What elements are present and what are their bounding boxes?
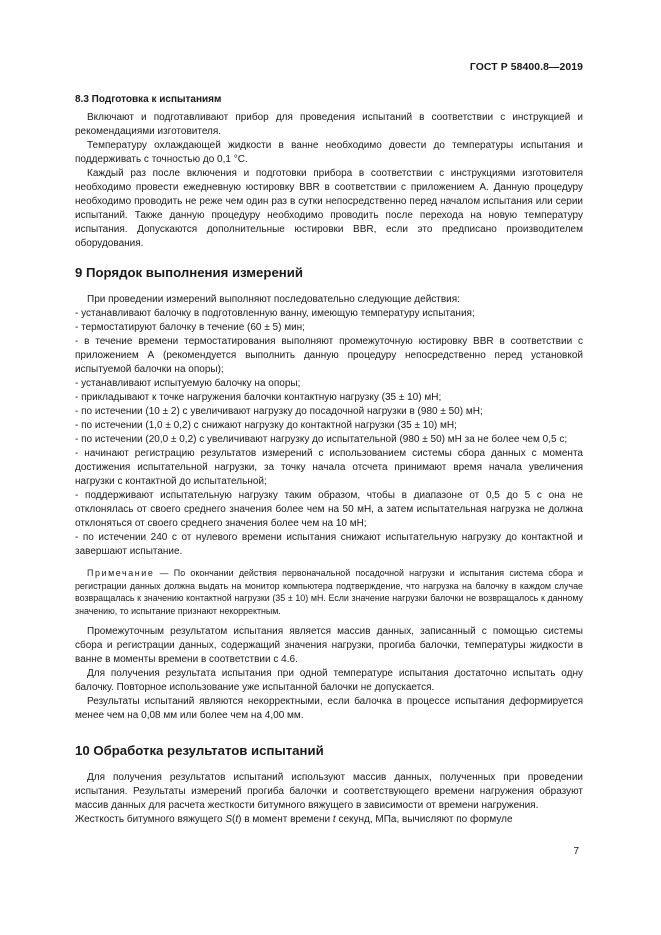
list-item: - в течение времени термостатирования выполняют промежуточную юстировку BBR в соответствии с приложением А (рекомендуется выполнить данную процедуру непосредственно перед установкой испытуемой балочки на опоры); <box>75 336 583 375</box>
list-item: - по истечении (10 ± 2) с увеличивают нагрузку до посадочной нагрузки в (980 ± 50) мН; <box>75 406 483 417</box>
time-variable: t <box>332 814 336 825</box>
paragraph: Для получения результатов испытаний используют массив данных, полученных при проведении испытания. Результаты измерений прогиба балочки и соответствующего времени нагружения образуют массив данных для расчета жесткости битумного вяжущего в зависимости от времени нагружения. <box>75 772 583 811</box>
paragraph: Температуру охлаждающей жидкости в ванне необходимо довести до температуры испытания и поддерживать с точностью до 0,1 °С. <box>75 140 583 165</box>
paragraph: Промежуточным результатом испытания является массив данных, записанный с помощью системы сбора и регистрации данных, содержащий значения нагрузки, прогиба балочки, температуры жидкости в ванне в моменты времени в соответствии с 4.6. <box>75 626 583 665</box>
document-code: ГОСТ Р 58400.8—2019 <box>469 62 583 73</box>
page-number: 7 <box>573 846 579 857</box>
section-title-9: 9 Порядок выполнения измерений <box>75 265 303 280</box>
text-run: ( <box>232 814 236 825</box>
paragraph: Включают и подготавливают прибор для проведения испытаний в соответствии с инструкцией и рекомендациями изготовителя. <box>75 112 583 137</box>
paragraph: Для получения результата испытания при одной температуре испытания достаточно испытать одну балочку. Повторное использование уже испытанной балочки не допускается. <box>75 668 583 693</box>
paragraph: Каждый раз после включения и подготовки прибора в соответствии с инструкциями изготовителя необходимо провести ежедневную юстировку BBR в соответствии с приложением А. Данную процедуру необходимо проводить не реже чем один раз в сутки непосредственно перед началом испытания или серии испытаний. Также данную процедуру необходимо проводить после перехода на новую температуру испытания. Допускаются дополнительные юстировки BBR, если это предписано производителем оборудования. <box>75 168 583 249</box>
list-item: - поддерживают испытательную нагрузку таким образом, чтобы в диапазоне от 0,5 до 5 с она не отклонялась от своего среднего значения более чем на 50 мН, а затем испытательная нагрузка не должна отклоняться от своего среднего значения более чем на 10 мН; <box>75 490 583 529</box>
text-run: секунд, МПа, вычисляют по формуле <box>335 814 513 825</box>
time-variable: t <box>235 814 239 825</box>
note-label: Примечание <box>87 568 155 578</box>
list-item: - по истечении (1,0 ± 0,2) с снижают нагрузку до контактной нагрузки (35 ± 10) мН; <box>75 420 457 431</box>
subsection-title-8-3: 8.3 Подготовка к испытаниям <box>75 94 222 105</box>
list-item: - устанавливают балочку в подготовленную ванну, имеющую температуру испытания; <box>75 308 475 319</box>
stiffness-symbol: S <box>225 814 233 825</box>
note-text: — По окончании действия первоначальной посадочной нагрузки и испытания система сбора и регистрации данных должна выдать на монитор компьютера подтверждение, что нагрузка на балочку в каждом случае возвращалась к значению контактной нагрузки (35 ± 10) мН. Если значение нагрузки балочки не возвращалось к данному значению, то испытание признают некорректным. <box>75 568 583 616</box>
text-run: ) <box>238 814 242 825</box>
paragraph: При проведении измерений выполняют последовательно следующие действия: <box>87 294 460 305</box>
section-title-10: 10 Обработка результатов испытаний <box>75 743 324 758</box>
list-item: - начинают регистрацию результатов измерений с использованием системы сбора данных с момента достижения испытательной нагрузки, за точку начала отсчета принимают время начала увеличения нагрузки с контактной до испытательной; <box>75 448 583 487</box>
list-item: - по истечении 240 с от нулевого времени испытания снижают испытательную нагрузку до контактной и завершают испытание. <box>75 532 583 557</box>
text-run: в момент времени <box>241 814 333 825</box>
paragraph: Результаты испытаний являются некорректными, если балочка в процессе испытания деформируется менее чем на 0,08 мм или более чем на 4,00 мм. <box>75 696 583 721</box>
list-item: - по истечении (20,0 ± 0,2) с увеличивают нагрузку до испытательной (980 ± 50) мН за не более чем 0,5 с; <box>75 434 568 445</box>
formula-intro-paragraph <box>75 813 583 827</box>
list-item: - устанавливают испытуемую балочку на опоры; <box>75 378 301 389</box>
page-content <box>75 93 583 827</box>
note <box>75 567 583 617</box>
list-item: - термостатируют балочку в течение (60 ± 5) мин; <box>75 322 305 333</box>
list-item: - прикладывают к точке нагружения балочки контактную нагрузку (35 ± 10) мН; <box>75 392 442 403</box>
text-run: Жесткость битумного вяжущего <box>75 814 226 825</box>
